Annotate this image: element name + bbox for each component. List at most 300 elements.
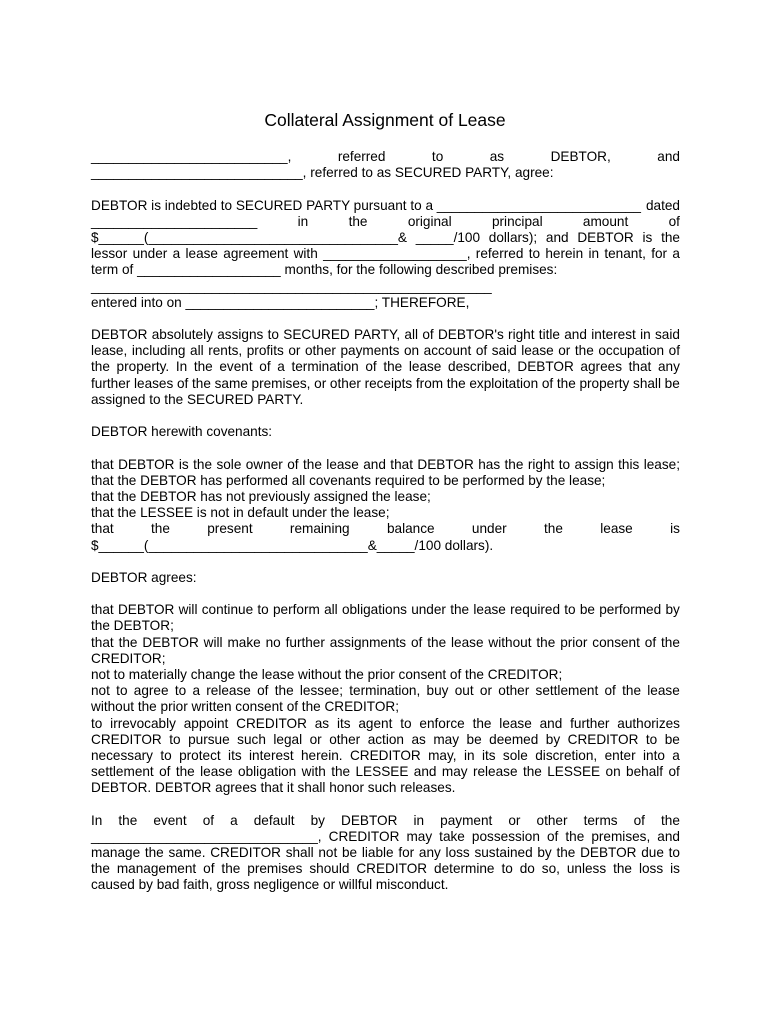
- word: settlement: [91, 764, 154, 780]
- word: that: [91, 634, 114, 650]
- assignment-line-2: [91, 343, 680, 359]
- word: as: [314, 715, 330, 731]
- covenants-line-3: that the DEBTOR has not previously assigned the lease;: [91, 488, 431, 504]
- word: DEBTOR: [117, 602, 175, 618]
- word: to: [169, 731, 181, 747]
- word: CREDITOR: [356, 861, 428, 877]
- default-line-2: [91, 829, 680, 845]
- word: liable: [361, 845, 394, 861]
- word: to: [645, 731, 658, 747]
- word: be: [579, 602, 595, 618]
- word: may: [441, 764, 468, 780]
- word: title: [538, 327, 560, 343]
- word: such: [237, 731, 266, 747]
- covenants-line-2: that the DEBTOR has performed all covenants required to be performed by the lease;: [91, 472, 606, 488]
- word: to: [257, 602, 269, 618]
- word: be: [342, 845, 358, 861]
- word: the: [118, 634, 138, 650]
- agrees-heading: DEBTOR agrees:: [91, 569, 197, 585]
- word: leases: [133, 375, 174, 391]
- word: a: [672, 246, 680, 262]
- word: to: [400, 715, 412, 731]
- word: from: [415, 375, 444, 391]
- word: required: [510, 602, 560, 618]
- word: may: [406, 828, 433, 844]
- word: the: [574, 343, 594, 359]
- word: of: [604, 683, 616, 699]
- word: in: [640, 327, 651, 343]
- word: do: [519, 861, 535, 877]
- word: DEBTOR: [417, 456, 474, 472]
- word: other: [329, 731, 361, 747]
- word: or: [314, 375, 327, 391]
- word: original: [407, 213, 452, 229]
- word: dated: [645, 197, 680, 213]
- word: CREDITOR: [567, 731, 639, 747]
- word: lease: [408, 359, 442, 375]
- covenants-line-5: [91, 521, 680, 537]
- word: behalf: [626, 764, 664, 780]
- debt-line-6: _____________________________________________________: [91, 278, 492, 294]
- word: DEBTOR is indebted to SECURED PARTY pursuant to a ___________________________: [91, 197, 641, 213]
- word: herein.: [301, 747, 343, 763]
- word: ______________________: [91, 213, 258, 229]
- word: no: [265, 634, 281, 650]
- word: said: [655, 327, 680, 343]
- word: ______________________________,: [91, 828, 322, 844]
- word: or: [508, 812, 521, 828]
- word: further: [285, 634, 325, 650]
- word: property.: [116, 359, 170, 375]
- word: terms: [583, 812, 618, 828]
- word: DEBTOR,: [550, 149, 611, 164]
- word: to: [160, 747, 172, 763]
- word: the: [331, 764, 351, 780]
- word: DEBTOR: [91, 327, 148, 343]
- word: authorizes: [617, 715, 680, 731]
- word: all: [190, 343, 204, 359]
- word: the: [91, 861, 110, 877]
- word: its: [336, 715, 351, 731]
- spacer: [91, 440, 680, 456]
- word: all: [404, 327, 419, 343]
- word: the: [193, 456, 213, 472]
- word: assigns: [217, 327, 264, 343]
- word: the: [450, 602, 470, 618]
- word: and: [564, 327, 587, 343]
- word: termination,: [349, 683, 421, 699]
- word: due: [641, 845, 664, 861]
- word: out: [454, 683, 474, 699]
- word: event: [153, 812, 187, 828]
- word: tenant,: [604, 246, 646, 262]
- covenants-line-4: that the LESSEE is not in default under the lease;: [91, 505, 390, 521]
- word: that: [390, 456, 413, 472]
- spacer: [91, 181, 680, 197]
- word: payments: [340, 343, 400, 359]
- word: into: [642, 747, 665, 763]
- word: in: [463, 747, 475, 763]
- word: prior: [560, 634, 588, 650]
- agrees-line-1: [91, 602, 680, 618]
- word: of: [475, 343, 488, 359]
- word: of: [159, 764, 171, 780]
- word: lease: [326, 456, 359, 472]
- word: right: [508, 327, 535, 343]
- word: pursue: [188, 731, 230, 747]
- word: other: [304, 343, 336, 359]
- word: in: [413, 812, 425, 828]
- word: principal: [491, 213, 543, 229]
- word: of: [633, 812, 645, 828]
- word: the: [613, 861, 632, 877]
- agrees-line-7: without the prior written consent of the CREDITOR;: [91, 699, 400, 715]
- word: interest: [591, 327, 636, 343]
- word: profits: [246, 343, 284, 359]
- word: the: [274, 683, 294, 699]
- word: lease: [451, 634, 484, 650]
- word: make: [227, 634, 261, 650]
- word: is: [642, 229, 653, 245]
- spacer: [91, 311, 680, 327]
- word: receipts: [364, 375, 413, 391]
- word: and: [545, 229, 569, 245]
- word: unless: [566, 861, 607, 877]
- assignment-line-3: [91, 359, 680, 375]
- word: by: [310, 812, 325, 828]
- word: lease: [473, 602, 506, 618]
- debt-line-2: [91, 214, 680, 230]
- agrees-line-5: not to materially change the lease without the prior consent of the CREDITOR;: [91, 667, 563, 682]
- assignment-line-5: assigned to the SECURED PARTY.: [91, 391, 304, 407]
- word: all: [324, 602, 338, 618]
- word: enter: [604, 747, 636, 763]
- word: In: [175, 359, 188, 375]
- assignment-line-1: [91, 327, 680, 343]
- word: premises: [247, 861, 303, 877]
- word: of: [644, 634, 657, 650]
- word: CREDITOR: [328, 828, 400, 844]
- word: the: [472, 715, 492, 731]
- agrees-line-4: CREDITOR;: [91, 650, 166, 666]
- word: the: [565, 828, 585, 844]
- word: enforce: [419, 715, 465, 731]
- word: necessary: [91, 747, 153, 763]
- document-body: [91, 149, 680, 894]
- word: a: [277, 359, 285, 375]
- word: of: [203, 861, 215, 877]
- word: said: [491, 343, 517, 359]
- word: and: [657, 828, 680, 844]
- word: rents,: [208, 343, 243, 359]
- word: a: [672, 747, 680, 763]
- word: a: [172, 246, 181, 262]
- word: lessee;: [299, 683, 343, 699]
- word: interest: [249, 747, 294, 763]
- word: perform: [272, 602, 320, 618]
- word: lease: [521, 343, 554, 359]
- word: LESSEE: [355, 764, 409, 780]
- word: the: [556, 375, 576, 391]
- word: same: [214, 375, 248, 391]
- word: assign: [574, 456, 614, 472]
- word: further: [570, 715, 610, 731]
- word: the: [221, 861, 241, 877]
- word: protect: [179, 747, 221, 763]
- word: may,: [428, 747, 457, 763]
- word: lease: [600, 521, 633, 537]
- covenants-line-1: [91, 457, 680, 473]
- word: the: [661, 229, 680, 245]
- agrees-line-6: [91, 683, 680, 699]
- word: _____/100: [415, 229, 481, 245]
- word: SECURED: [283, 327, 350, 343]
- debt-line-1: [91, 198, 680, 214]
- word: with: [293, 246, 318, 262]
- word: lease: [647, 683, 680, 699]
- word: is: [670, 861, 680, 877]
- word: so,: [541, 861, 560, 877]
- word: or: [558, 343, 571, 359]
- word: in: [588, 246, 600, 262]
- word: same.: [168, 845, 206, 861]
- default-line-3: [91, 845, 680, 861]
- word: CREDITOR: [210, 845, 281, 861]
- word: a: [230, 812, 238, 828]
- word: without: [488, 634, 532, 650]
- word: dollars);: [488, 229, 538, 245]
- word: the: [151, 521, 170, 537]
- word: that: [91, 456, 114, 472]
- word: possession: [471, 828, 540, 844]
- word: DEBTOR: [517, 359, 574, 375]
- word: to: [558, 456, 571, 472]
- word: of: [202, 812, 215, 828]
- word: to: [564, 602, 576, 618]
- word: to: [91, 715, 103, 731]
- word: herein: [545, 246, 584, 262]
- word: be: [664, 731, 680, 747]
- word: of: [668, 764, 680, 780]
- word: referred: [337, 149, 386, 164]
- word: other: [329, 375, 361, 391]
- word: of: [668, 343, 680, 359]
- spacer: [91, 797, 680, 813]
- word: DEBTOR: [577, 229, 634, 245]
- default-line-4: [91, 861, 680, 877]
- word: sustained: [474, 845, 533, 861]
- word: under: [132, 246, 168, 262]
- agrees-line-11: [91, 764, 680, 780]
- word: release: [206, 683, 251, 699]
- word: be: [664, 375, 680, 391]
- document-title: Collateral Assignment of Lease: [264, 110, 506, 130]
- spacer: [91, 408, 680, 424]
- word: the: [427, 634, 447, 650]
- word: under: [411, 602, 446, 618]
- word: manage: [91, 845, 141, 861]
- word: further: [91, 375, 131, 391]
- word: will: [178, 602, 198, 618]
- word: the: [556, 845, 576, 861]
- agrees-line-10: [91, 748, 680, 764]
- word: of: [259, 359, 271, 375]
- word: determine: [434, 861, 495, 877]
- word: __________________________,: [91, 149, 292, 164]
- word: agree: [133, 683, 169, 699]
- word: continue: [201, 602, 254, 618]
- agrees-line-2: the DEBTOR;: [91, 618, 174, 634]
- word: as: [411, 731, 426, 747]
- word: the: [193, 359, 213, 375]
- word: of: [257, 683, 269, 699]
- word: $______(_________________________________&: [91, 229, 408, 245]
- word: the: [91, 359, 110, 375]
- word: right: [527, 456, 555, 472]
- word: on: [605, 764, 621, 780]
- spacer: [91, 554, 680, 570]
- word: by: [537, 845, 552, 861]
- word: with: [301, 764, 326, 780]
- word: CREDITOR: [91, 731, 162, 747]
- word: CREDITOR: [349, 747, 421, 763]
- word: that: [628, 359, 652, 375]
- word: to: [431, 149, 444, 164]
- debt-line-7: entered into on _________________________; THEREFORE,: [91, 294, 470, 310]
- word: its: [228, 747, 242, 763]
- assignment-line-4: [91, 376, 680, 392]
- word: should: [309, 861, 350, 877]
- word: In: [91, 812, 103, 828]
- word: sole: [502, 747, 528, 763]
- word: settlement: [535, 683, 599, 699]
- word: DEBTOR's: [437, 327, 504, 343]
- word: any: [418, 845, 441, 861]
- word: loss: [638, 861, 664, 877]
- word: that: [91, 602, 114, 618]
- word: obligations: [341, 602, 407, 618]
- word: for: [398, 845, 415, 861]
- word: this: [618, 456, 640, 472]
- word: or: [309, 731, 322, 747]
- word: of: [546, 828, 559, 844]
- word: may: [433, 731, 460, 747]
- word: assignments: [329, 634, 407, 650]
- word: the: [504, 456, 524, 472]
- word: ___________________,: [323, 246, 471, 262]
- word: balance: [386, 521, 435, 537]
- covenants-heading: DEBTOR herewith covenants:: [91, 424, 273, 440]
- word: agent: [358, 715, 393, 731]
- debt-line-3: [91, 230, 680, 246]
- word: property: [579, 375, 630, 391]
- word: lease: [200, 764, 233, 780]
- word: be: [466, 731, 482, 747]
- word: agreement: [223, 246, 289, 262]
- word: lessor: [91, 246, 128, 262]
- word: any: [657, 359, 680, 375]
- word: and: [363, 456, 386, 472]
- word: occupation: [598, 343, 665, 359]
- word: of: [176, 375, 189, 391]
- agrees-line-8: [91, 716, 680, 732]
- word: obligation: [238, 764, 297, 780]
- word: under: [471, 521, 507, 537]
- word: the: [302, 456, 322, 472]
- word: account: [423, 343, 472, 359]
- word: DEBTOR: [580, 845, 637, 861]
- word: is: [178, 456, 189, 472]
- word: by: [545, 731, 561, 747]
- word: and: [657, 149, 680, 164]
- word: and: [539, 715, 563, 731]
- word: payment: [440, 812, 493, 828]
- word: lease: [499, 715, 532, 731]
- word: amount: [582, 213, 629, 229]
- word: lease,: [91, 343, 128, 359]
- word: the: [661, 812, 680, 828]
- word: premises,: [591, 828, 651, 844]
- word: on: [403, 343, 420, 359]
- word: irrevocably: [110, 715, 176, 731]
- word: owner: [245, 456, 283, 472]
- word: to: [267, 327, 279, 343]
- word: shall: [633, 375, 661, 391]
- word: to: [501, 861, 513, 877]
- default-line-1: [91, 813, 680, 829]
- word: lease;: [643, 456, 680, 472]
- word: not: [91, 683, 110, 699]
- word: the: [446, 375, 466, 391]
- word: of: [668, 213, 680, 229]
- covenants-line-6: $______(_____________________________&_____/100 dollars).: [91, 537, 494, 553]
- word: action: [367, 731, 404, 747]
- word: termination: [291, 359, 359, 375]
- word: the: [536, 634, 556, 650]
- word: the: [383, 359, 403, 375]
- word: legal: [273, 731, 303, 747]
- word: the: [144, 845, 164, 861]
- word: of: [422, 327, 434, 343]
- word: and: [413, 764, 437, 780]
- word: PARTY,: [354, 327, 401, 343]
- agrees-line-3: [91, 635, 680, 651]
- word: take: [439, 828, 465, 844]
- agrees-line-9: [91, 732, 680, 748]
- word: consent: [592, 634, 640, 650]
- word: of: [411, 634, 423, 650]
- word: for: [651, 246, 668, 262]
- word: as: [489, 149, 505, 164]
- word: the: [661, 634, 680, 650]
- word: the: [175, 764, 195, 780]
- word: DEBTOR: [341, 812, 398, 828]
- word: performed: [599, 602, 662, 618]
- word: or: [479, 683, 492, 699]
- word: the: [192, 375, 211, 391]
- agrees-line-12: DEBTOR. DEBTOR agrees that it shall honor such releases.: [91, 780, 456, 796]
- word: to: [668, 845, 680, 861]
- word: LESSEE: [547, 764, 601, 780]
- word: sole: [216, 456, 242, 472]
- word: the: [118, 812, 138, 828]
- word: referred: [475, 246, 524, 262]
- word: buy: [426, 683, 449, 699]
- word: to: [528, 246, 541, 262]
- word: release: [472, 764, 518, 780]
- word: to: [116, 683, 128, 699]
- word: in: [297, 213, 309, 229]
